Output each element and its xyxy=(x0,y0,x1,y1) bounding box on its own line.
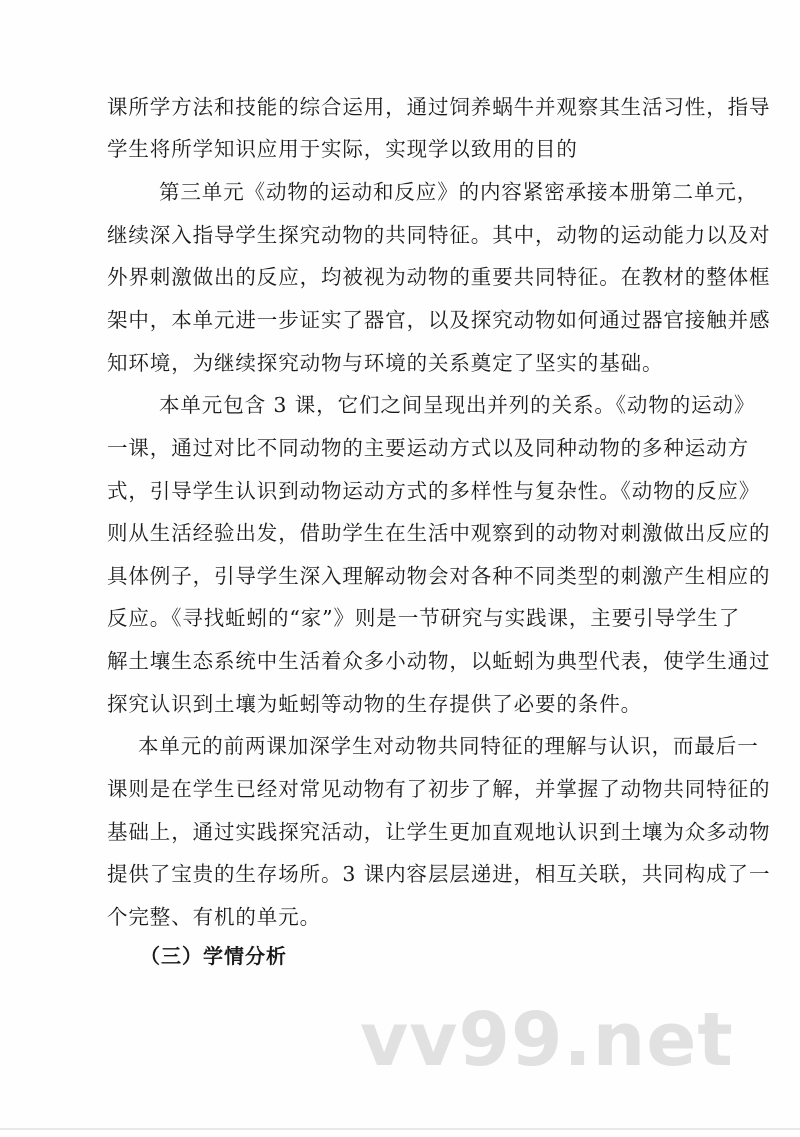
page-bottom-divider xyxy=(0,1128,800,1130)
paragraph-line: 具体例子，引导学生深入理解动物会对各种不同类型的刺激产生相应的 xyxy=(107,564,771,588)
paragraph-line: 反应。《寻找蚯蚓的“家”》则是一节研究与实践课，主要引导学生了 xyxy=(107,606,741,630)
paragraph-line: 探究认识到土壤为蚯蚓等动物的生存提供了必要的条件。 xyxy=(107,692,642,716)
paragraph-line: 提供了宝贵的生存场所。3 课内容层层递进，相互关联，共同构成了一 xyxy=(107,862,771,886)
paragraph-line: 课则是在学生已经对常见动物有了初步了解，并掌握了动物共同特征的 xyxy=(107,777,771,801)
paragraph-line: 架中，本单元进一步证实了器官，以及探究动物如何通过器官接触并感 xyxy=(107,308,771,332)
paragraph-line: 学生将所学知识应用于实际，实现学以致用的目的 xyxy=(107,137,578,161)
section-heading: （三）学情分析 xyxy=(140,944,287,968)
paragraph-line: 式，引导学生认识到动物运动方式的多样性与复杂性。《动物的反应》 xyxy=(107,479,761,503)
paragraph-line: 基础上，通过实践探究活动，让学生更加直观地认识到土壤为众多动物 xyxy=(107,820,771,844)
paragraph-line: 本单元的前两课加深学生对动物共同特征的理解与认识，而最后一 xyxy=(138,734,759,758)
paragraph-line: 课所学方法和技能的综合运用，通过饲养蜗牛并观察其生活习性，指导 xyxy=(107,95,771,119)
paragraph-line: 继续深入指导学生探究动物的共同特征。其中，动物的运动能力以及对 xyxy=(107,223,771,247)
paragraph-line: 本单元包含 3 课，它们之间呈现出并列的关系。《动物的运动》 xyxy=(159,393,756,417)
paragraph-line: 知环境，为继续探究动物与环境的关系奠定了坚实的基础。 xyxy=(107,351,664,375)
paragraph-line: 解土壤生态系统中生活着众多小动物，以蚯蚓为典型代表，使学生通过 xyxy=(107,649,771,673)
paragraph-line: 第三单元《动物的运动和反应》的内容紧密承接本册第二单元， xyxy=(159,180,759,204)
paragraph-line: 则从生活经验出发，借助学生在生活中观察到的动物对刺激做出反应的 xyxy=(107,521,771,545)
watermark: vv99.net xyxy=(360,997,734,1083)
paragraph-line: 一课，通过对比不同动物的主要运动方式以及同种动物的多种运动方 xyxy=(107,436,749,460)
paragraph-line: 个完整、有机的单元。 xyxy=(107,905,321,929)
paragraph-line: 外界刺激做出的反应，均被视为动物的重要共同特征。在教材的整体框 xyxy=(107,265,771,289)
